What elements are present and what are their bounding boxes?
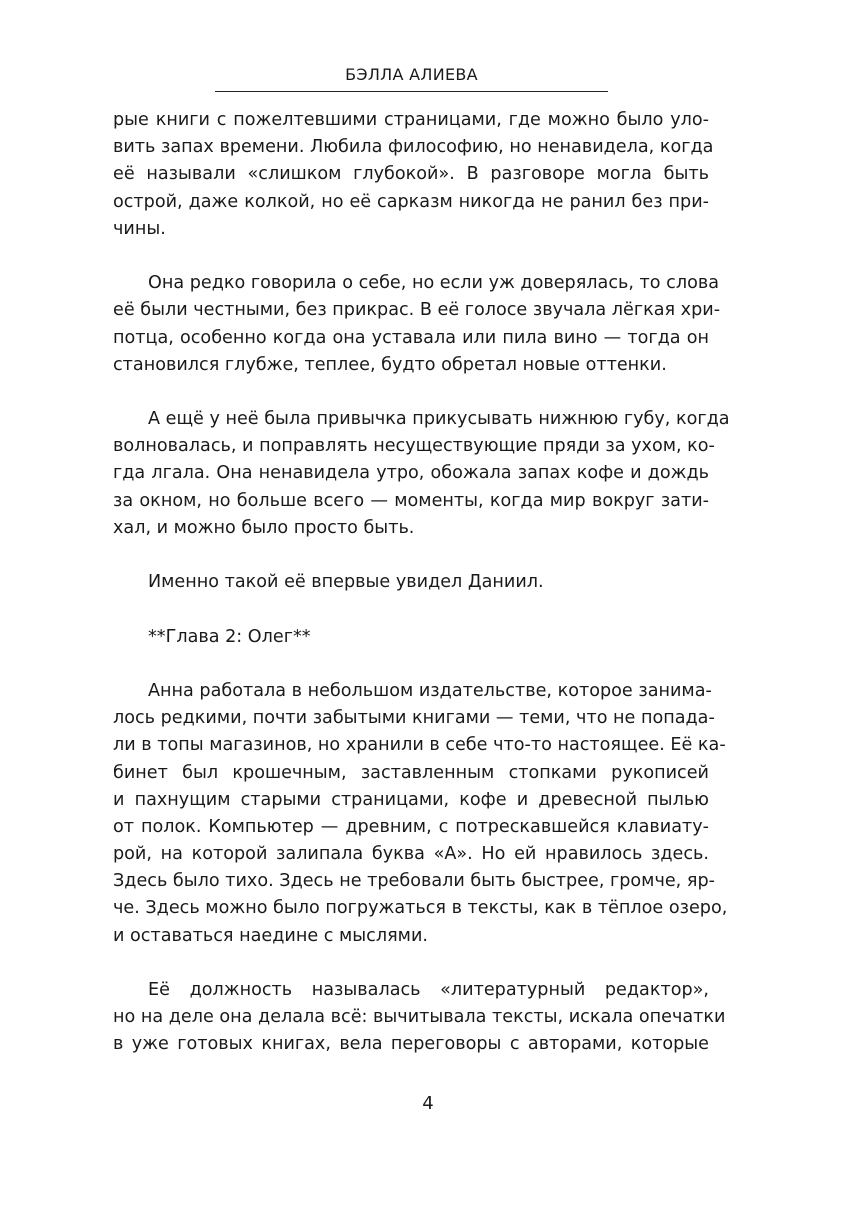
text-line: потца, особенно когда она уставала или пила вино — тогда он	[113, 327, 709, 348]
text-line: волновалась, и поправлять несуществующие пряди за ухом, ко-	[113, 436, 715, 457]
text-line: рой, на которой залипала буква «А». Но ей нравилось здесь.	[113, 844, 709, 865]
text-line: лось редкими, почти забытыми книгами — теми, что не попада-	[113, 708, 715, 729]
text-line: Анна работала в небольшом издательстве, которое занима-	[148, 680, 712, 701]
text-line: рые книги с пожелтевшими страницами, где можно было уло-	[113, 110, 709, 130]
text-line: становился глубже, теплее, будто обретал новые оттенки.	[113, 354, 667, 375]
text-line: ли в топы магазинов, но хранили в себе что-то настоящее. Её ка-	[113, 735, 726, 756]
body-text	[113, 107, 730, 1086]
text-line: А ещё у неё была привычка прикусывать нижнюю губу, когда	[148, 409, 730, 430]
text-line: острой, даже колкой, но её сарказм никогда не ранил без при-	[113, 191, 709, 212]
text-line: гда лгала. Она ненавидела утро, обожала запах кофе и дождь	[113, 463, 709, 484]
page-number: 4	[422, 1093, 434, 1114]
chapter-title: **Глава 2: Олег**	[148, 626, 311, 647]
text-line: её называли «слишком глубокой». В разговоре могла быть	[113, 164, 709, 185]
running-header: БЭЛЛА АЛИЕВА	[345, 65, 478, 84]
paragraph-3	[113, 406, 730, 542]
paragraph-5	[113, 678, 728, 950]
chapter-heading	[113, 624, 709, 651]
paragraph-4	[113, 569, 709, 596]
text-line: хал, и можно было просто быть.	[113, 517, 415, 538]
text-line: Именно такой её впервые увидел Даниил.	[148, 572, 544, 593]
paragraph-2	[113, 270, 721, 379]
text-line: бинет был крошечным, заставленным стопками рукописей	[113, 762, 709, 783]
text-line: вить запах времени. Любила философию, но ненавидела, когда	[113, 137, 714, 158]
text-line: от полок. Компьютер — древним, с потрескавшейся клавиату-	[113, 816, 709, 837]
header-rule	[215, 91, 608, 92]
text-line: Её должность называлась «литературный редактор»,	[148, 980, 709, 1000]
text-line: за окном, но больше всего — моменты, когда мир вокруг зати-	[113, 490, 709, 511]
text-line: её были честными, без прикрас. В её голосе звучала лёгкая хри-	[113, 300, 721, 321]
paragraph-6	[113, 977, 726, 1059]
text-line: Она редко говорила о себе, но если уж доверялась, то слова	[148, 273, 719, 294]
text-line: че. Здесь можно было погружаться в тексты, как в тёплое озеро,	[113, 898, 728, 919]
text-line: чины.	[113, 218, 166, 239]
text-line: но на деле она делала всё: вычитывала тексты, искала опечатки	[113, 1007, 726, 1028]
text-line: в уже готовых книгах, вела переговоры с авторами, которые	[113, 1034, 709, 1055]
text-line: и оставаться наедине с мыслями.	[113, 925, 428, 946]
paragraph-1	[113, 107, 714, 243]
text-line: и пахнущим старыми страницами, кофе и древесной пылью	[113, 789, 709, 810]
text-line: Здесь было тихо. Здесь не требовали быть быстрее, громче, яр-	[113, 871, 715, 892]
